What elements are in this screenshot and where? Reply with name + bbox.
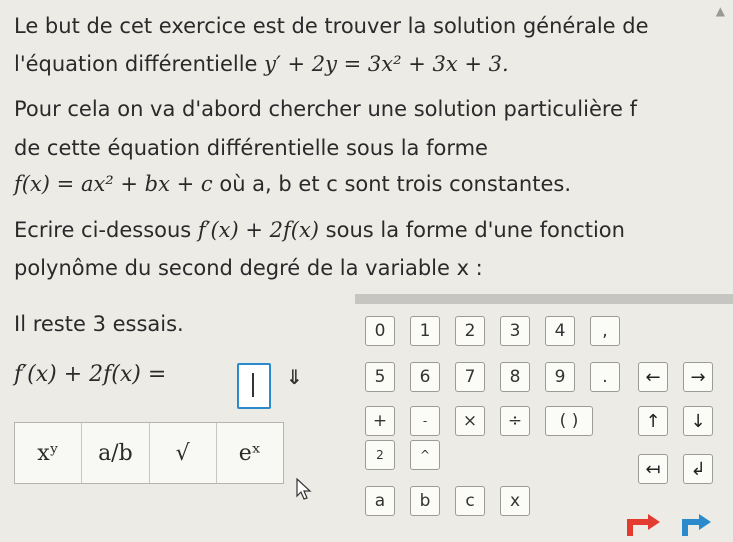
question-line-2: l'équation différentielle y′ + 2y = 3x² + 3x + 3. — [14, 52, 509, 76]
key-9[interactable]: 9 — [545, 362, 575, 392]
cursor-left-key[interactable]: ← — [638, 362, 668, 392]
math-function-bar — [14, 422, 284, 484]
key-times[interactable]: × — [455, 406, 485, 436]
key-1[interactable]: 1 — [410, 316, 440, 346]
virtual-keypad — [355, 294, 733, 542]
power-button[interactable]: xʸ — [15, 423, 82, 483]
key-dot[interactable]: . — [590, 362, 620, 392]
key-2[interactable]: 2 — [455, 316, 485, 346]
key-squared[interactable]: 2 — [365, 440, 395, 470]
question-line-6: Ecrire ci-dessous f′(x) + 2f(x) sous la forme d'une fonction — [14, 218, 625, 242]
square-root-button[interactable]: √ — [150, 423, 217, 483]
key-x[interactable]: x — [500, 486, 530, 516]
attempts-remaining: Il reste 3 essais. — [14, 312, 184, 336]
redo-icon[interactable] — [675, 512, 717, 542]
key-6[interactable]: 6 — [410, 362, 440, 392]
mouse-cursor-icon — [295, 478, 313, 500]
key-0[interactable]: 0 — [365, 316, 395, 346]
enter-key[interactable]: ↲ — [683, 454, 713, 484]
keypad-header — [355, 294, 733, 304]
chevron-up-icon: ▲ — [715, 4, 725, 18]
differential-equation: y′ + 2y = 3x² + 3x + 3. — [264, 52, 509, 76]
key-a[interactable]: a — [365, 486, 395, 516]
undo-icon[interactable] — [622, 512, 664, 542]
exponential-button[interactable]: eˣ — [238, 440, 262, 466]
fraction-button[interactable]: a/b — [82, 423, 149, 483]
question-line-4: de cette équation différentielle sous la forme — [14, 136, 488, 160]
cursor-up-key[interactable]: ↑ — [638, 406, 668, 436]
cursor-down-key[interactable]: ↓ — [683, 406, 713, 436]
answer-label: f′(x) + 2f(x) = — [14, 362, 167, 387]
key-c[interactable]: c — [455, 486, 485, 516]
question-line-5: f(x) = ax² + bx + c où a, b et c sont trois constantes. — [14, 172, 571, 196]
key-minus[interactable]: - — [410, 406, 440, 436]
key-3[interactable]: 3 — [500, 316, 530, 346]
key-b[interactable]: b — [410, 486, 440, 516]
key-divide[interactable]: ÷ — [500, 406, 530, 436]
key-comma[interactable]: , — [590, 316, 620, 346]
key-4[interactable]: 4 — [545, 316, 575, 346]
question-line-1: Le but de cet exercice est de trouver la solution générale de — [14, 14, 649, 38]
question-line-3: Pour cela on va d'abord chercher une solution particulière f — [14, 97, 638, 121]
submit-answer-button[interactable]: ⇓ — [286, 365, 303, 389]
home-key[interactable]: ↤ — [638, 454, 668, 484]
text-caret — [252, 373, 254, 397]
key-caret[interactable]: ^ — [410, 440, 440, 470]
key-parentheses[interactable]: ( ) — [545, 406, 593, 436]
key-8[interactable]: 8 — [500, 362, 530, 392]
cursor-right-key[interactable]: → — [683, 362, 713, 392]
answer-input[interactable] — [237, 363, 271, 409]
key-5[interactable]: 5 — [365, 362, 395, 392]
question-line-7: polynôme du second degré de la variable x : — [14, 256, 483, 280]
key-7[interactable]: 7 — [455, 362, 485, 392]
key-plus[interactable]: + — [365, 406, 395, 436]
particular-solution-form: f(x) = ax² + bx + c — [14, 172, 213, 196]
